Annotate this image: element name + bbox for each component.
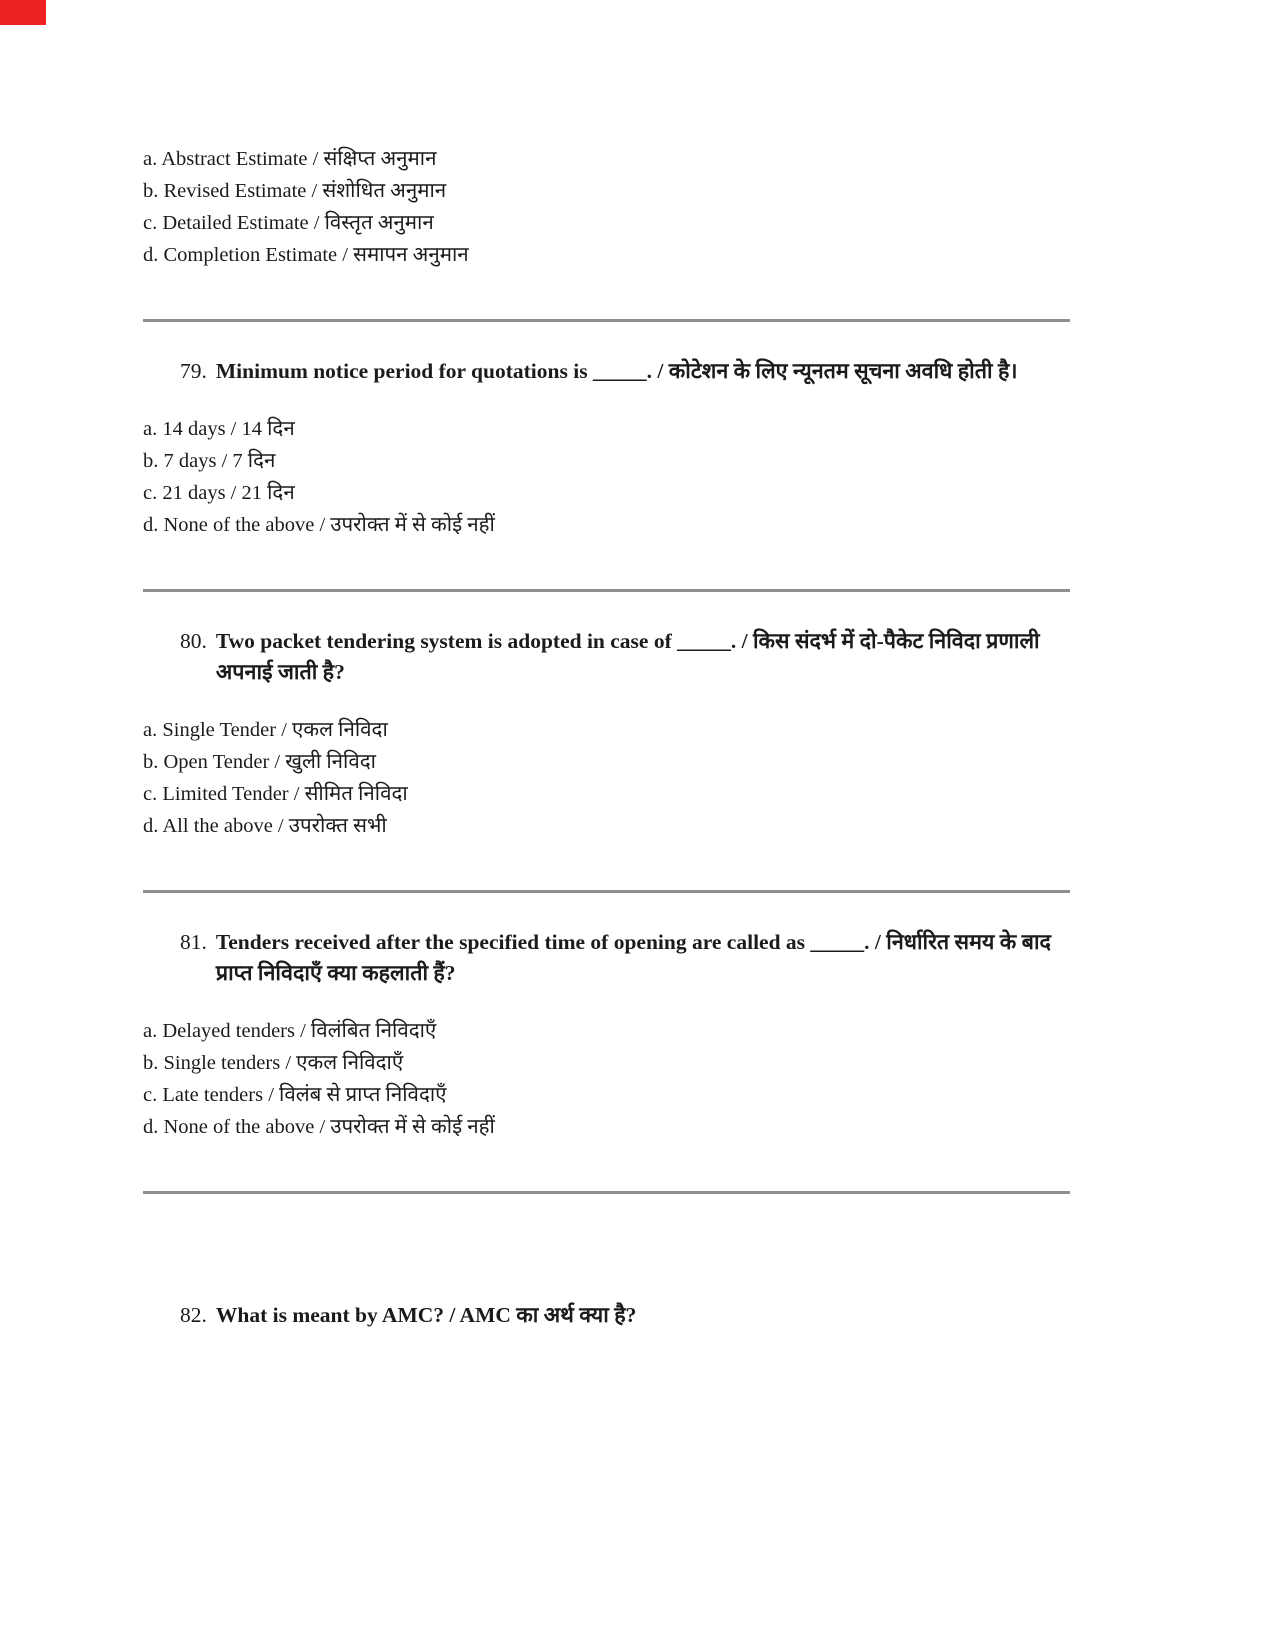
option-a: a. Delayed tenders / विलंबित निविदाएँ: [143, 1020, 437, 1042]
option-c: c. Detailed Estimate / विस्तृत अनुमान: [143, 212, 434, 234]
option-d: d. Completion Estimate / समापन अनुमान: [143, 244, 469, 266]
option-b: b. Single tenders / एकल निविदाएँ: [143, 1052, 404, 1074]
question-81: [180, 927, 1070, 989]
exam-page-content: [143, 0, 1070, 1331]
section-divider: [143, 1191, 1070, 1194]
section-divider: [143, 589, 1070, 592]
question-text: Minimum notice period for quotations is _____. / कोटेशन के लिए न्यूनतम सूचना अवधि होती है।: [215, 359, 1018, 383]
option-b: b. 7 days / 7 दिन: [143, 450, 276, 472]
option-a: a. Single Tender / एकल निविदा: [143, 719, 388, 741]
question-text: What is meant by AMC? / AMC का अर्थ क्या है?: [215, 1303, 637, 1327]
option-d: d. All the above / उपरोक्त सभी: [143, 815, 387, 837]
option-a: a. 14 days / 14 दिन: [143, 418, 295, 440]
option-b: b. Open Tender / खुली निविदा: [143, 751, 376, 773]
option-d: d. None of the above / उपरोक्त में से कोई नहीं: [143, 514, 495, 536]
question-text: Two packet tendering system is adopted in case of _____. / किस संदर्भ में दो-पैकेट निविदा प्रणाली अपनाई जाती है?: [215, 629, 1040, 684]
question-80-options: [143, 714, 1070, 842]
section-divider: [143, 319, 1070, 322]
option-c: c. 21 days / 21 दिन: [143, 482, 295, 504]
option-c: c. Late tenders / विलंब से प्राप्त निविदाएँ: [143, 1084, 447, 1106]
section-divider: [143, 890, 1070, 893]
option-a: a. Abstract Estimate / संक्षिप्त अनुमान: [143, 148, 437, 170]
option-c: c. Limited Tender / सीमित निविदा: [143, 783, 408, 805]
question-79: [180, 356, 1070, 387]
question-number: 80.: [180, 629, 207, 653]
question-number: 82.: [180, 1303, 207, 1327]
question-81-options: [143, 1015, 1070, 1143]
question-text: Tenders received after the specified time of opening are called as _____. / निर्धारित समय के बाद प्राप्त निविदाएँ क्या कहलाती हैं?: [215, 930, 1051, 985]
option-b: b. Revised Estimate / संशोधित अनुमान: [143, 180, 447, 202]
question-number: 79.: [180, 359, 207, 383]
question-82: [180, 1300, 1070, 1331]
question-79-options: [143, 413, 1070, 541]
option-d: d. None of the above / उपरोक्त में से कोई नहीं: [143, 1116, 495, 1138]
previous-question-options: [143, 143, 1070, 271]
red-corner-marker: [0, 0, 46, 25]
question-80: [180, 626, 1070, 688]
question-number: 81.: [180, 930, 207, 954]
